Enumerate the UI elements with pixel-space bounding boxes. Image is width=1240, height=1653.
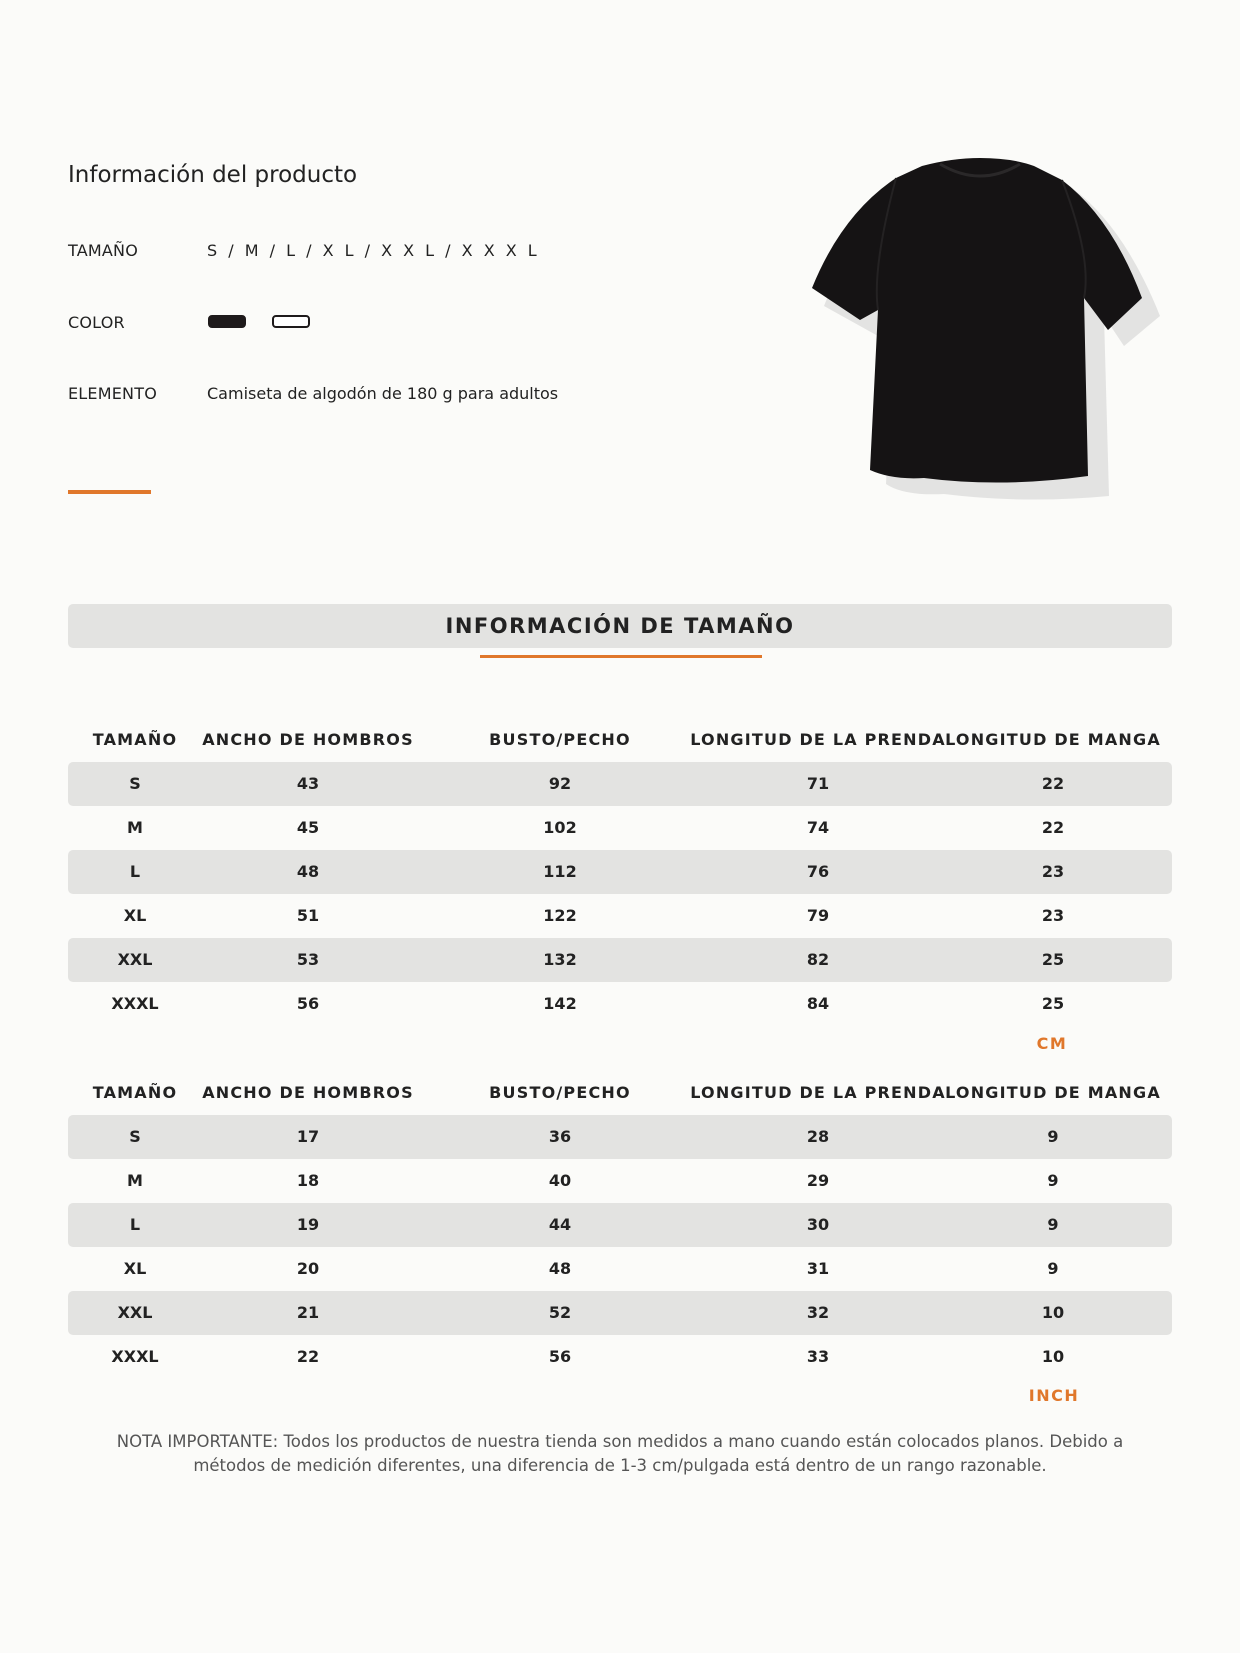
table-row [68,1159,1172,1203]
cell-size: XXXL [111,994,159,1013]
cell-shoulder: 48 [296,862,320,881]
cell-bust: 142 [543,994,577,1013]
header-sleeve: LONGITUD DE MANGA [945,730,1161,749]
cell-sleeve: 22 [1041,818,1065,837]
header-shoulder: ANCHO DE HOMBROS [202,730,414,749]
cell-size: L [129,862,141,881]
cell-shoulder: 22 [296,1347,320,1366]
cell-sleeve: 23 [1041,906,1065,925]
cell-sleeve: 10 [1041,1347,1065,1366]
cell-length: 30 [806,1215,830,1234]
cell-shoulder: 19 [296,1215,320,1234]
color-label: COLOR [68,313,125,332]
cell-size: XXL [117,950,153,969]
cell-size: S [129,1127,141,1146]
size-options: S / M / L / X L / X X L / X X X L [207,241,540,260]
cell-length: 79 [806,906,830,925]
tshirt-image [812,158,1162,503]
header-shoulder: ANCHO DE HOMBROS [202,1083,414,1102]
table-row [68,1291,1172,1335]
cell-bust: 122 [543,906,577,925]
cell-sleeve: 23 [1041,862,1065,881]
header-length: LONGITUD DE LA PRENDA [690,730,946,749]
cell-bust: 56 [548,1347,572,1366]
cell-shoulder: 51 [296,906,320,925]
cell-length: 76 [806,862,830,881]
header-length: LONGITUD DE LA PRENDA [690,1083,946,1102]
cell-sleeve: 9 [1047,1127,1059,1146]
cell-shoulder: 20 [296,1259,320,1278]
table-row [68,1335,1172,1379]
cell-size: XXXL [111,1347,159,1366]
table-row [68,1247,1172,1291]
size-info-title: INFORMACIÓN DE TAMAÑO [445,614,795,638]
cell-length: 32 [806,1303,830,1322]
cell-sleeve: 25 [1041,950,1065,969]
table-row [68,762,1172,806]
table-row [68,982,1172,1026]
cell-bust: 102 [543,818,577,837]
accent-divider [68,490,151,494]
cell-size: S [129,774,141,793]
cell-length: 74 [806,818,830,837]
cell-shoulder: 45 [296,818,320,837]
cell-sleeve: 9 [1047,1259,1059,1278]
size-info-bar [68,604,1172,648]
cell-size: XXL [117,1303,153,1322]
element-value: Camiseta de algodón de 180 g para adultos [207,384,559,403]
table-row [68,1203,1172,1247]
header-bust: BUSTO/PECHO [489,730,631,749]
cell-length: 71 [806,774,830,793]
cell-length: 29 [806,1171,830,1190]
cell-bust: 92 [548,774,572,793]
table-row [68,938,1172,982]
cell-sleeve: 22 [1041,774,1065,793]
element-label: ELEMENTO [68,384,157,403]
cell-bust: 52 [548,1303,572,1322]
cell-size: M [127,818,143,837]
size-label: TAMAÑO [68,241,138,260]
table-row [68,894,1172,938]
cell-bust: 36 [548,1127,572,1146]
cell-length: 28 [806,1127,830,1146]
header-size: TAMAÑO [92,730,178,749]
cell-shoulder: 56 [296,994,320,1013]
unit-label-inch: INCH [1028,1386,1080,1405]
cell-shoulder: 53 [296,950,320,969]
unit-label-cm: CM [1036,1034,1068,1053]
color-swatch-white[interactable] [272,315,310,328]
table-row [68,1115,1172,1159]
cell-length: 33 [806,1347,830,1366]
cell-bust: 40 [548,1171,572,1190]
header-size: TAMAÑO [92,1083,178,1102]
cell-sleeve: 10 [1041,1303,1065,1322]
cell-bust: 48 [548,1259,572,1278]
cell-size: M [127,1171,143,1190]
table-header [68,1071,1172,1115]
cell-length: 31 [806,1259,830,1278]
cell-shoulder: 17 [296,1127,320,1146]
cell-sleeve: 9 [1047,1215,1059,1234]
color-swatch-black[interactable] [208,315,246,328]
cell-bust: 112 [543,862,577,881]
cell-shoulder: 18 [296,1171,320,1190]
cell-sleeve: 25 [1041,994,1065,1013]
table-row [68,850,1172,894]
section-underline [480,655,762,658]
cell-shoulder: 21 [296,1303,320,1322]
header-sleeve: LONGITUD DE MANGA [945,1083,1161,1102]
table-header [68,718,1172,762]
product-info-title: Información del producto [68,162,358,188]
important-note: NOTA IMPORTANTE: Todos los productos de nuestra tienda son medidos a mano cuando están colocados planos. Debido a métodos de medición diferentes, una diferencia de 1-3 cm/pulgada está dentro de un rango razonable. [116,1432,1124,1475]
header-bust: BUSTO/PECHO [489,1083,631,1102]
cell-size: L [129,1215,141,1234]
cell-bust: 44 [548,1215,572,1234]
cell-shoulder: 43 [296,774,320,793]
size-table-cm [68,718,1172,1026]
table-row [68,806,1172,850]
cell-size: XL [123,906,147,925]
size-table-inch [68,1071,1172,1379]
cell-bust: 132 [543,950,577,969]
cell-length: 84 [806,994,830,1013]
cell-sleeve: 9 [1047,1171,1059,1190]
cell-length: 82 [806,950,830,969]
cell-size: XL [123,1259,147,1278]
